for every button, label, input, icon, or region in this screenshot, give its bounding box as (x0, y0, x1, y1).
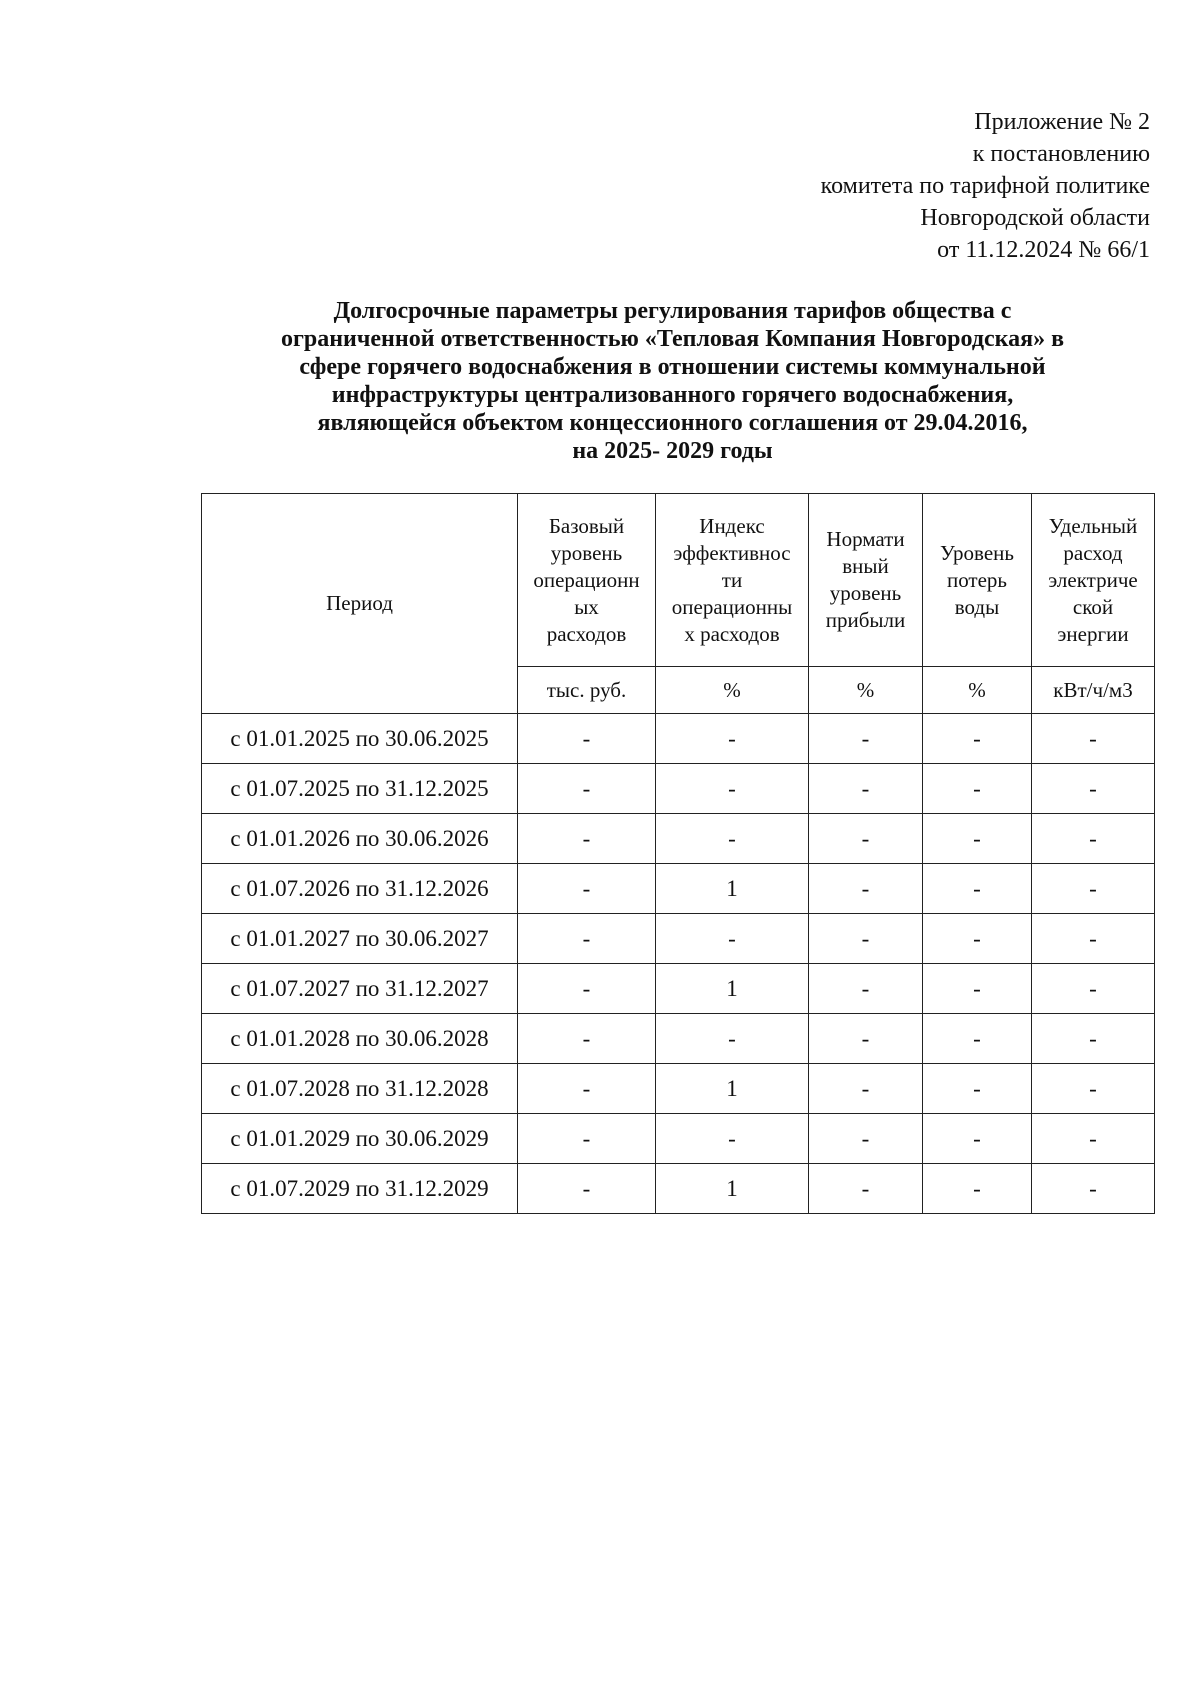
value-cell: - (518, 1064, 656, 1114)
period-cell: с 01.07.2029 по 31.12.2029 (202, 1164, 518, 1214)
title-line: являющейся объектом концессионного соглашения от 29.04.2016, (317, 410, 1028, 436)
value-cell: - (518, 1014, 656, 1064)
value-cell: - (518, 714, 656, 764)
value-cell: - (656, 764, 809, 814)
period-cell: с 01.07.2025 по 31.12.2025 (202, 764, 518, 814)
table-row (202, 764, 1155, 814)
period-cell: с 01.07.2028 по 31.12.2028 (202, 1064, 518, 1114)
value-cell: - (518, 1164, 656, 1214)
value-cell: - (923, 964, 1032, 1014)
value-cell: 1 (656, 964, 809, 1014)
value-cell: - (923, 1014, 1032, 1064)
period-cell: с 01.01.2026 по 30.06.2026 (202, 814, 518, 864)
title-line: ограниченной ответственностью «Тепловая Компания Новгородская» в (280, 326, 1065, 352)
table-row (202, 1014, 1155, 1064)
value-cell: - (923, 1064, 1032, 1114)
value-cell: - (518, 814, 656, 864)
table-row (202, 964, 1155, 1014)
period-cell: с 01.07.2027 по 31.12.2027 (202, 964, 518, 1014)
value-cell: - (1032, 1064, 1155, 1114)
value-cell: - (1032, 964, 1155, 1014)
appendix-reference: к постановлению (972, 141, 1150, 167)
value-cell: - (809, 1114, 923, 1164)
title-line: сфере горячего водоснабжения в отношении системы коммунальной (299, 354, 1046, 380)
value-cell: - (656, 914, 809, 964)
value-cell: - (1032, 714, 1155, 764)
value-cell: - (518, 864, 656, 914)
value-cell: - (923, 864, 1032, 914)
value-cell: 1 (656, 1164, 809, 1214)
value-cell: - (923, 764, 1032, 814)
value-cell: - (518, 764, 656, 814)
value-cell: - (809, 764, 923, 814)
value-cell: - (656, 1014, 809, 1064)
period-cell: с 01.01.2029 по 30.06.2029 (202, 1114, 518, 1164)
appendix-number: Приложение № 2 (974, 109, 1150, 135)
unit-cell: % (809, 667, 923, 714)
period-cell: с 01.07.2026 по 31.12.2026 (202, 864, 518, 914)
value-cell: - (923, 1114, 1032, 1164)
value-cell: - (809, 1164, 923, 1214)
unit-cell: кВт/ч/м3 (1032, 667, 1155, 714)
value-cell: - (518, 964, 656, 1014)
title-line: Долгосрочные параметры регулирования тарифов общества с (333, 298, 1012, 324)
value-cell: 1 (656, 864, 809, 914)
appendix-region: Новгородской области (920, 205, 1150, 231)
column-header-efficiency-index: Индекс эффективнос ти операционны х расходов (656, 494, 809, 667)
value-cell: - (923, 714, 1032, 764)
value-cell: - (1032, 1164, 1155, 1214)
appendix-block (550, 106, 1150, 266)
title-line: инфраструктуры централизованного горячего водоснабжения, (331, 382, 1014, 408)
period-cell: с 01.01.2027 по 30.06.2027 (202, 914, 518, 964)
table-row (202, 714, 1155, 764)
column-header-energy-consumption: Удельный расход электриче ской энергии (1032, 494, 1155, 667)
value-cell: - (923, 814, 1032, 864)
value-cell: 1 (656, 1064, 809, 1114)
value-cell: - (518, 914, 656, 964)
value-cell: - (1032, 864, 1155, 914)
table-row (202, 1064, 1155, 1114)
value-cell: - (518, 1114, 656, 1164)
value-cell: - (809, 964, 923, 1014)
value-cell: - (1032, 764, 1155, 814)
table-row (202, 1164, 1155, 1214)
unit-cell: тыс. руб. (518, 667, 656, 714)
period-header: Период (202, 494, 518, 714)
column-header-profit-level: Нормати вный уровень прибыли (809, 494, 923, 667)
period-cell: с 01.01.2025 по 30.06.2025 (202, 714, 518, 764)
parameters-table (201, 493, 1155, 1214)
value-cell: - (923, 1164, 1032, 1214)
table-row (202, 814, 1155, 864)
value-cell: - (809, 1064, 923, 1114)
value-cell: - (656, 714, 809, 764)
period-cell: с 01.01.2028 по 30.06.2028 (202, 1014, 518, 1064)
value-cell: - (1032, 1114, 1155, 1164)
title-line: на 2025- 2029 годы (572, 438, 773, 464)
value-cell: - (809, 714, 923, 764)
column-header-base-opex: Базовый уровень операционн ых расходов (518, 494, 656, 667)
value-cell: - (1032, 814, 1155, 864)
table-row (202, 1114, 1155, 1164)
value-cell: - (1032, 914, 1155, 964)
value-cell: - (923, 914, 1032, 964)
value-cell: - (809, 864, 923, 914)
header-row (202, 494, 1155, 667)
unit-cell: % (656, 667, 809, 714)
value-cell: - (809, 1014, 923, 1064)
appendix-committee: комитета по тарифной политике (820, 173, 1150, 199)
unit-cell: % (923, 667, 1032, 714)
value-cell: - (1032, 1014, 1155, 1064)
column-header-water-loss: Уровень потерь воды (923, 494, 1032, 667)
document-title (190, 297, 1155, 465)
value-cell: - (809, 814, 923, 864)
value-cell: - (656, 814, 809, 864)
table-row (202, 864, 1155, 914)
value-cell: - (656, 1114, 809, 1164)
value-cell: - (809, 914, 923, 964)
table-row (202, 914, 1155, 964)
appendix-date-number: от 11.12.2024 № 66/1 (937, 237, 1150, 263)
